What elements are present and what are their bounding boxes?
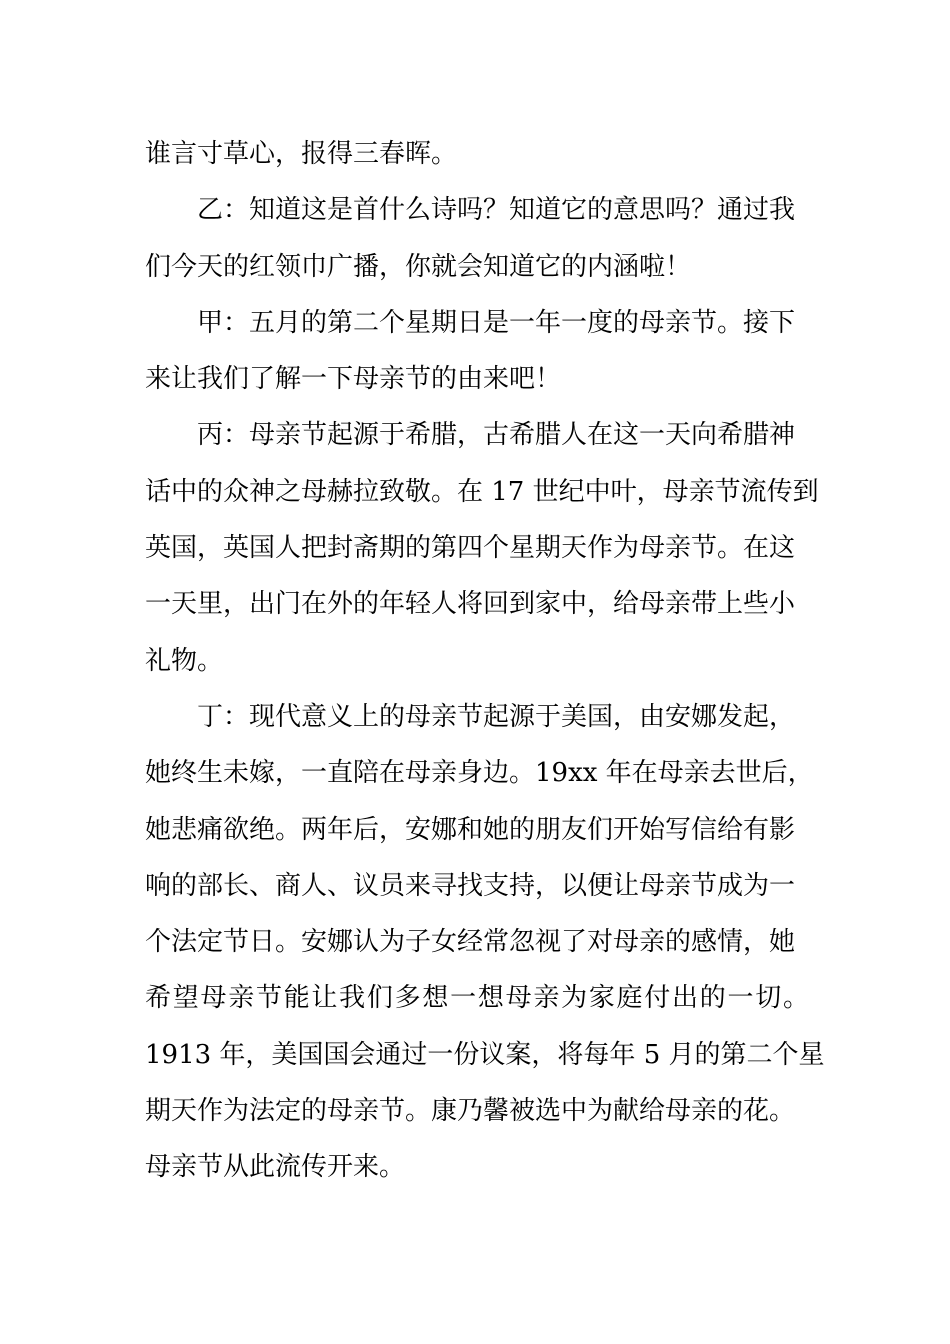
text-line: 她终生未嫁，一直陪在母亲身边。19xx 年在母亲去世后， bbox=[145, 758, 814, 789]
text-line: 丙：母亲节起源于希腊，古希腊人在这一天向希腊神 bbox=[197, 420, 796, 451]
text-line: 母亲节从此流传开来。 bbox=[145, 1152, 406, 1183]
text-line: 期天作为法定的母亲节。康乃馨被选中为献给母亲的花。 bbox=[145, 1096, 796, 1127]
text-line: 甲：五月的第二个星期日是一年一度的母亲节。接下 bbox=[197, 307, 796, 338]
document-page bbox=[145, 126, 825, 1196]
text-line: 丁：现代意义上的母亲节起源于美国，由安娜发起， bbox=[197, 701, 796, 732]
text-line: 一天里，出门在外的年轻人将回到家中，给母亲带上些小 bbox=[145, 589, 796, 620]
text-line: 谁言寸草心，报得三春晖。 bbox=[145, 139, 458, 169]
text-line: 1913 年，美国国会通过一份议案，将每年 5 月的第二个星 bbox=[145, 1039, 825, 1070]
text-line: 来让我们了解一下母亲节的由来吧！ bbox=[145, 364, 562, 395]
text-line: 响的部长、商人、议员来寻找支持，以便让母亲节成为一 bbox=[145, 870, 796, 901]
text-line: 礼物。 bbox=[145, 645, 224, 676]
text-line: 她悲痛欲绝。两年后，安娜和她的朋友们开始写信给有影 bbox=[145, 814, 796, 845]
text-line: 话中的众神之母赫拉致敬。在 17 世纪中叶，母亲节流传到 bbox=[145, 476, 819, 507]
text-line: 英国，英国人把封斋期的第四个星期天作为母亲节。在这 bbox=[145, 533, 796, 564]
text-line: 个法定节日。安娜认为子女经常忽视了对母亲的感情，她 bbox=[145, 927, 796, 958]
text-line: 们今天的红领巾广播，你就会知道它的内涵啦！ bbox=[145, 251, 692, 282]
text-line: 希望母亲节能让我们多想一想母亲为家庭付出的一切。 bbox=[145, 983, 809, 1014]
text-line: 乙：知道这是首什么诗吗？知道它的意思吗？通过我 bbox=[197, 195, 796, 226]
